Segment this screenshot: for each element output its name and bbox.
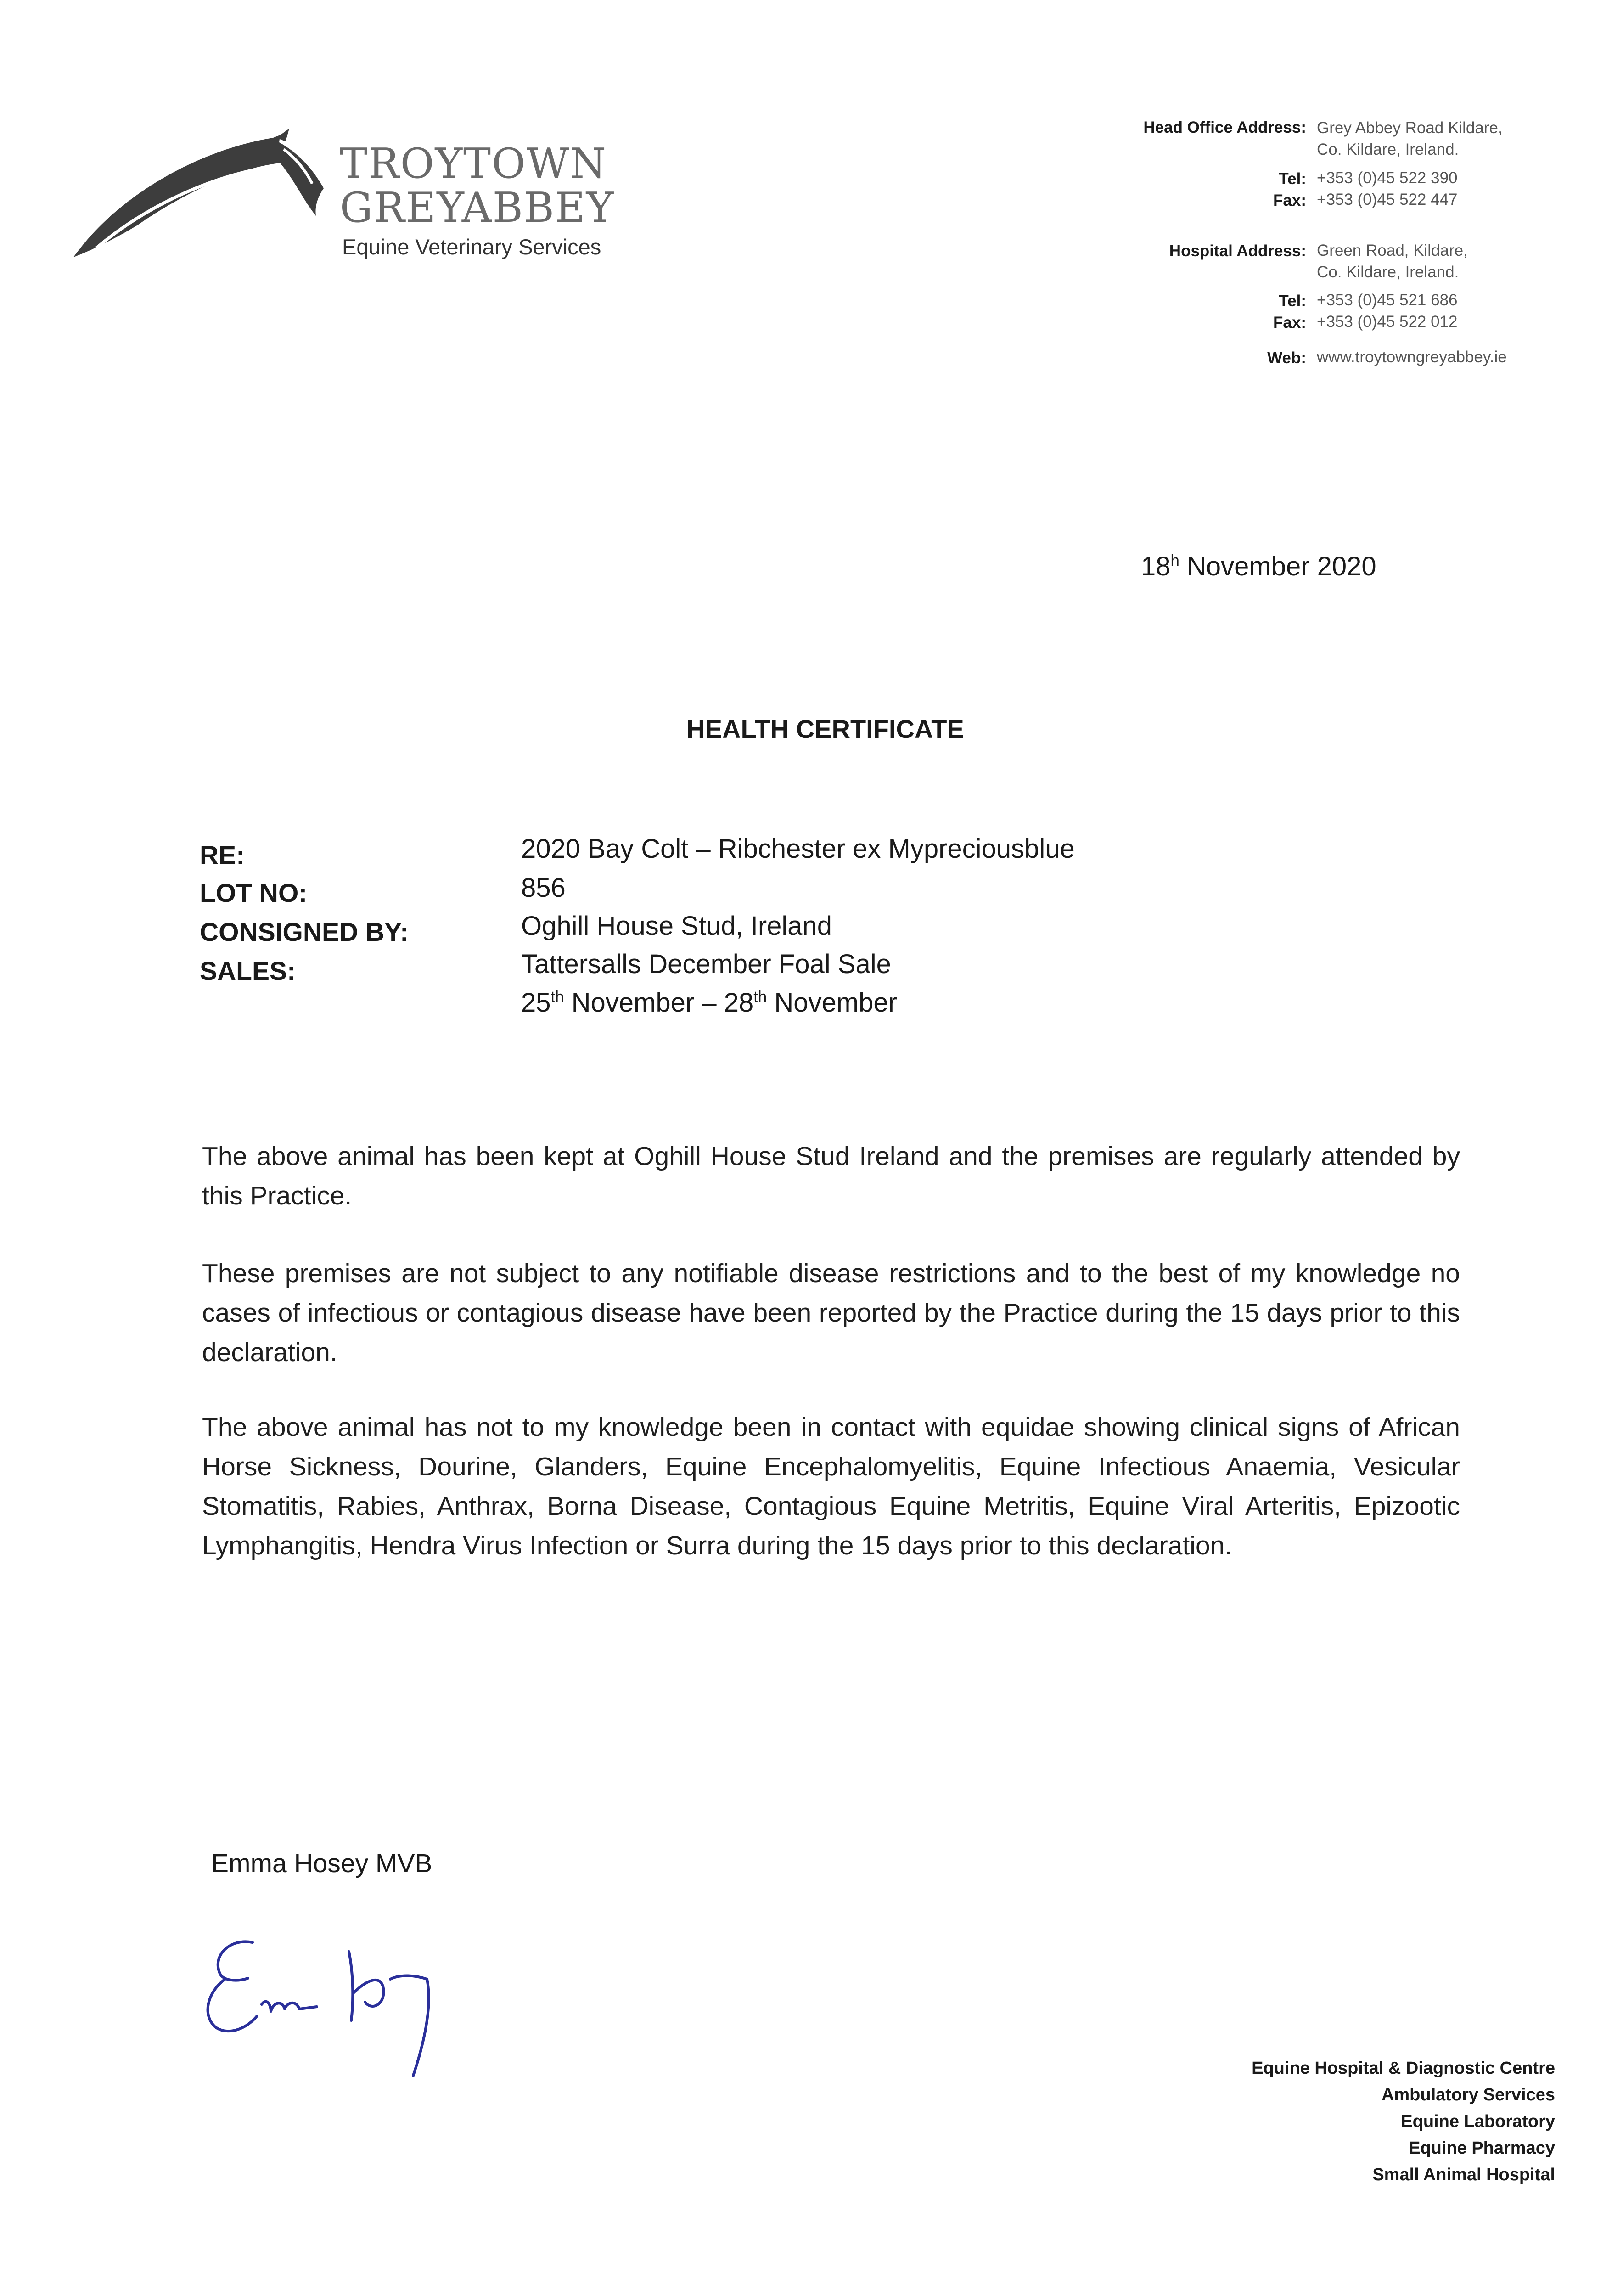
hospital-tel[interactable]: +353 (0)45 521 686 <box>1317 291 1458 309</box>
list-item: Equine Laboratory <box>1401 2112 1555 2131</box>
hospital-address-label: Hospital Address: <box>1169 242 1306 260</box>
web-label: Web: <box>1267 349 1306 367</box>
head-office-fax: +353 (0)45 522 447 <box>1317 191 1458 208</box>
head-office-label: Head Office Address: <box>1143 118 1306 136</box>
sales-label: SALES: <box>200 957 296 986</box>
list-item: Equine Pharmacy <box>1409 2138 1555 2158</box>
page-title: HEALTH CERTIFICATE <box>686 715 964 743</box>
consigned-value: Oghill House Stud, Ireland <box>521 911 832 941</box>
paragraph-disease-contact: The above animal has not to my knowledge been in contact with equidae showing clinical signs of African Horse Sickness, Dourine, Glanders, Equine Encephalomyelitis, Equine Infectious Anaemia, Vesicular Stomatitis, Rabies, Anthrax, Borna Disease, Contagious Equine Metritis, Equine Viral Arteritis, Epizootic Lymphangitis, Hendra Virus Infection or Surra during the 15 days prior to this declaration. <box>202 1412 1460 1560</box>
signature-image <box>197 1924 455 2080</box>
list-item: Equine Hospital & Diagnostic Centre <box>1252 2059 1555 2078</box>
paragraph-premises: The above animal has been kept at Oghill House Stud Ireland and the premises are regularly attended by this Practice. <box>202 1142 1460 1210</box>
hospital-tel-label: Tel: <box>1279 292 1306 310</box>
hospital-fax-label: Fax: <box>1273 314 1306 332</box>
head-office-address-line1: Grey Abbey Road Kildare, <box>1317 119 1503 137</box>
services-list <box>1252 2055 1555 2188</box>
hospital-fax: +353 (0)45 522 012 <box>1317 313 1458 331</box>
hospital-address-line1: Green Road, Kildare, <box>1317 242 1468 259</box>
paragraph-restrictions: These premises are not subject to any notifiable disease restrictions and to the best of my knowledge no cases of infectious or contagious disease have been reported by the Practice during the 15 days prior to this declaration. <box>202 1259 1460 1367</box>
website-link[interactable]: www.troytowngreyabbey.ie <box>1317 348 1507 366</box>
consigned-label: CONSIGNED BY: <box>200 917 409 947</box>
sales-dates: 25th November – 28th November <box>521 988 897 1018</box>
logo-mark <box>64 124 335 262</box>
head-office-address-line2: Co. Kildare, Ireland. <box>1317 141 1459 158</box>
hospital-address-line2: Co. Kildare, Ireland. <box>1317 263 1459 281</box>
letter-date: 18$^h$ November 2020 <box>1141 551 1376 581</box>
logo-text-troytown: TROYTOWN <box>340 140 607 188</box>
list-item: Ambulatory Services <box>1381 2085 1555 2105</box>
lot-value: 856 <box>521 873 566 903</box>
head-office-tel[interactable]: +353 (0)45 522 390 <box>1317 169 1458 187</box>
logo-subtitle: Equine Veterinary Services <box>342 235 601 259</box>
sales-value: Tattersalls December Foal Sale <box>521 949 891 979</box>
horse-head-swoosh-icon <box>64 124 335 262</box>
head-office-fax-label: Fax: <box>1273 191 1306 209</box>
re-value: 2020 Bay Colt – Ribchester ex Mypreciousblue <box>521 834 1075 864</box>
list-item: Small Animal Hospital <box>1372 2165 1555 2184</box>
lot-label: LOT NO: <box>200 878 308 908</box>
head-office-tel-label: Tel: <box>1279 170 1306 188</box>
logo-text-greyabbey: GREYABBEY <box>340 184 615 232</box>
re-label: RE: <box>200 841 245 870</box>
signatory-name: Emma Hosey MVB <box>211 1849 432 1878</box>
